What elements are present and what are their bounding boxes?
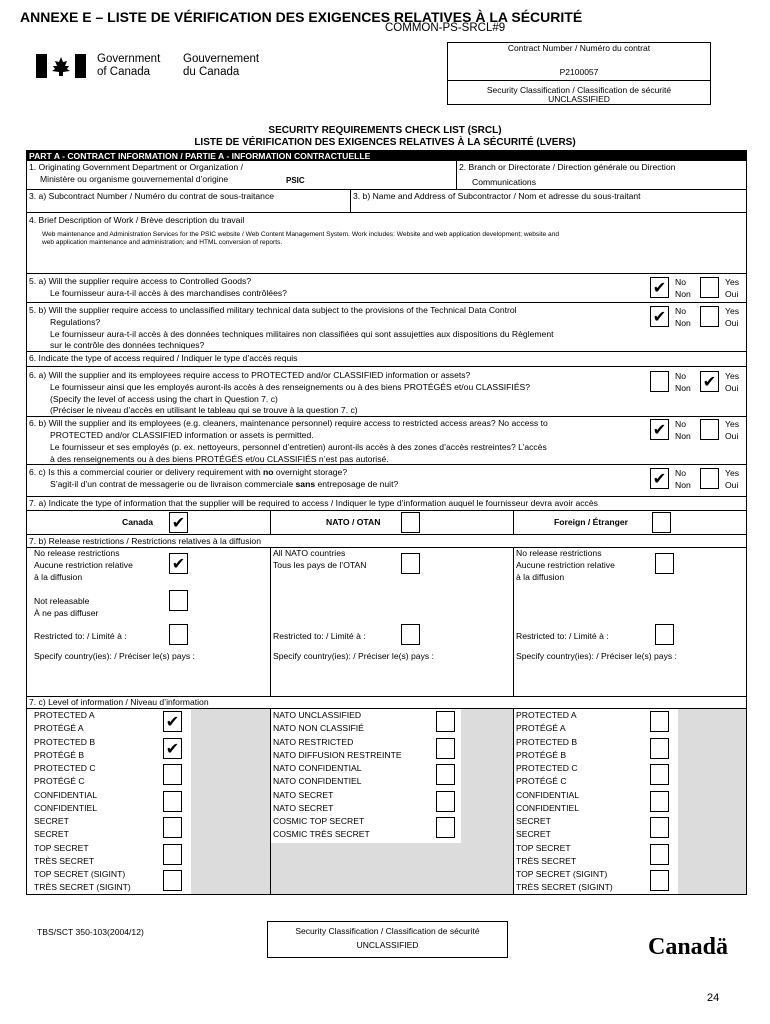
canada-level-label: PROTECTED A (34, 710, 95, 720)
foreign-specify-label: Specify country(ies): / Préciser le(s) pays : (516, 651, 677, 661)
q7b-label: 7. b) Release restrictions / Restrictions relatives à la diffusion (29, 536, 261, 546)
q5a-yes-checkbox[interactable] (700, 277, 719, 298)
foreign-protected-b-checkbox[interactable] (650, 738, 669, 759)
form-reference: TBS/SCT 350-103(2004/12) (37, 927, 144, 937)
footer-classification-box (267, 921, 508, 958)
q5b-label-fr-2: sur le contrôle des données techniques? (50, 340, 205, 350)
q7a-foreign-label: Foreign / Étranger (554, 517, 629, 527)
q6c-label-fr: S’agit-il d’un contrat de messagerie ou de livraison commerciale sans entreposage de nuit? (50, 479, 399, 489)
q6c-yes-label: Yes (725, 468, 740, 478)
foreign-level-label: CONFIDENTIEL (516, 803, 580, 813)
q5b-oui-label: Oui (725, 318, 739, 328)
foreign-level-label: TOP SECRET (SIGINT) (516, 869, 608, 879)
q3a-label: 3. a) Subcontract Number / Numéro du contrat de sous-traitance (29, 191, 275, 201)
foreign-level-label: PROTECTED A (516, 710, 577, 720)
contract-box (447, 42, 711, 105)
nato-level-label: NATO RESTRICTED (273, 737, 354, 747)
canada-level-label: PROTÉGÉ A (34, 723, 84, 733)
canada-not-releasable-checkbox[interactable] (169, 590, 188, 611)
q6b-yes-checkbox[interactable] (700, 419, 719, 440)
nato-specify-label: Specify country(ies): / Préciser le(s) pays : (273, 651, 434, 661)
q6c-label: 6. c) Is this a commercial courier or delivery requirement with no overnight storage? (29, 467, 348, 477)
gov-en-1: Government (97, 53, 161, 65)
q6b-yes-label: Yes (725, 419, 740, 429)
annex-title: ANNEXE E – LISTE DE VÉRIFICATION DES EXIGENCES RELATIVES À LA SÉCURITÉ (20, 9, 583, 25)
q5b-no-label: No (675, 306, 686, 316)
canada-level-label: PROTÉGÉ C (34, 776, 85, 786)
foreign-level-label: TRÈS SECRET (516, 856, 577, 866)
q5b-label-fr: Le fournisseur aura-t-il accès à des données techniques militaires non classifiées qui sont assujetties aux dispositions du Règlement (50, 329, 554, 339)
canada-level-label: PROTÉGÉ B (34, 750, 85, 760)
canada-not-releasable-label: Not releasable (34, 596, 90, 606)
q5a-non-label: Non (675, 289, 691, 299)
canada-confidential-checkbox[interactable] (163, 791, 182, 812)
q7a-nato-checkbox[interactable] (401, 512, 420, 533)
canada-level-label: CONFIDENTIEL (34, 803, 98, 813)
q6a-yes-checkbox[interactable]: ✔ (700, 371, 719, 392)
q5a-no-label: No (675, 277, 686, 287)
foreign-level-label: PROTÉGÉ B (516, 750, 567, 760)
q6c-yes-checkbox[interactable] (700, 468, 719, 489)
foreign-level-label: SECRET (516, 816, 551, 826)
nato-all-countries-label-fr: Tous les pays de l’OTAN (273, 560, 367, 570)
q6b-label: 6. b) Will the supplier and its employees (e.g. cleaners, maintenance personnel) require access to restricted access areas? No access to (29, 418, 548, 428)
q5a-yes-label: Yes (725, 277, 740, 287)
q5b-non-label: Non (675, 318, 691, 328)
foreign-restricted-label: Restricted to: / Limité à : (516, 631, 609, 641)
canada-wordmark: Canadä (648, 934, 729, 960)
canada-restricted-label: Restricted to: / Limité à : (34, 631, 127, 641)
foreign-restricted-checkbox[interactable] (655, 624, 674, 645)
q6b-label-2: PROTECTED and/or CLASSIFIED information or assets is permitted. (50, 430, 314, 440)
nato-unclassified-checkbox[interactable] (436, 711, 455, 732)
page-number: 24 (707, 992, 720, 1004)
cosmic-top-secret-checkbox[interactable] (436, 817, 455, 838)
canada-specify-label: Specify country(ies): / Préciser le(s) pays : (34, 651, 195, 661)
q6b-non-label: Non (675, 431, 691, 441)
foreign-top-secret-sigint-checkbox[interactable] (650, 870, 669, 891)
q7a-nato-label: NATO / OTAN (326, 517, 381, 527)
q7a-canada-label: Canada (122, 517, 154, 527)
q6-label: 6. Indicate the type of access required / Indiquer le type d’accès requis (29, 353, 298, 363)
canada-protected-a-checkbox[interactable]: ✔ (163, 711, 182, 732)
foreign-no-release-label-2: Aucune restriction relative (516, 560, 615, 570)
nato-level-label: COSMIC TRÈS SECRET (273, 829, 370, 839)
q5b-label-2: Regulations? (50, 317, 101, 327)
q5b-yes-checkbox[interactable] (700, 306, 719, 327)
nato-level-label: NATO CONFIDENTIEL (273, 776, 362, 786)
foreign-level-label: TRÈS SECRET (SIGINT) (516, 882, 613, 892)
q5b-no-checkbox[interactable]: ✔ (650, 306, 669, 327)
q6a-non-label: Non (675, 383, 691, 393)
foreign-protected-a-checkbox[interactable] (650, 711, 669, 732)
nato-grey-panel (461, 709, 513, 894)
q6b-no-label: No (675, 419, 686, 429)
q6a-label-3: (Specify the level of access using the chart in Question 7. c) (50, 394, 278, 404)
canada-protected-c-checkbox[interactable] (163, 764, 182, 785)
nato-grey-lower-panel (271, 843, 461, 894)
foreign-secret-checkbox[interactable] (650, 817, 669, 838)
document-reference: COMMON-PS-SRCL#9 (385, 22, 506, 34)
q7a-label: 7. a) Indicate the type of information that the supplier will be required to access / Indiquer le type d’information auquel le fournisseur devra avoir accès (29, 498, 598, 508)
nato-level-label: NATO UNCLASSIFIED (273, 710, 362, 720)
canada-protected-b-checkbox[interactable]: ✔ (163, 738, 182, 759)
nato-level-label: NATO NON CLASSIFIÉ (273, 723, 364, 733)
q5b-yes-label: Yes (725, 306, 740, 316)
foreign-no-release-label: No release restrictions (516, 548, 602, 558)
canada-level-label: SECRET (34, 816, 69, 826)
foreign-protected-c-checkbox[interactable] (650, 764, 669, 785)
contract-number-value: P2100057 (559, 67, 599, 77)
classification-label: Security Classification / Classification de sécurité (486, 85, 672, 95)
q7a-foreign-checkbox[interactable] (652, 512, 671, 533)
nato-level-label: NATO CONFIDENTIAL (273, 763, 362, 773)
q3b-label: 3. b) Name and Address of Subcontractor / Nom et adresse du sous-traitant (353, 191, 641, 201)
foreign-level-label: PROTECTED C (516, 763, 578, 773)
q7a-canada-checkbox[interactable]: ✔ (169, 512, 188, 533)
canada-flag-icon (36, 54, 86, 78)
q1-label-fr: Ministère ou organisme gouvernemental d’origine (40, 174, 229, 184)
q4-label: 4. Brief Description of Work / Brève description du travail (29, 215, 245, 225)
canada-level-label: SECRET (34, 829, 69, 839)
canada-top-secret-sigint-checkbox[interactable] (163, 870, 182, 891)
canada-no-release-label: No release restrictions (34, 548, 120, 558)
canada-level-label: PROTECTED B (34, 737, 96, 747)
foreign-grey-panel (678, 709, 746, 894)
q1-value: PSIC (286, 176, 305, 185)
classification-value: UNCLASSIFIED (548, 94, 610, 104)
nato-level-label: NATO SECRET (273, 803, 334, 813)
q6a-label: 6. a) Will the supplier and its employees require access to PROTECTED and/or CLASSIFIED information or assets? (29, 370, 471, 380)
q6a-label-fr: Le fournisseur ainsi que les employés auront-ils accès à des renseignements ou à des biens PROTÉGÉS et/ou CLASSIFIÉS? (50, 382, 531, 392)
q6b-no-checkbox[interactable]: ✔ (650, 419, 669, 440)
q6c-no-label: No (675, 468, 686, 478)
gov-fr-1: Gouvernement (183, 53, 260, 65)
nato-level-label: NATO DIFFUSION RESTREINTE (273, 750, 402, 760)
footer-classification-value: UNCLASSIFIED (356, 940, 419, 950)
foreign-level-label: PROTECTED B (516, 737, 578, 747)
q6b-oui-label: Oui (725, 431, 739, 441)
canada-level-label: TRÈS SECRET (34, 856, 95, 866)
foreign-no-release-label-3: à la diffusion (516, 572, 565, 582)
canada-level-label: CONFIDENTIAL (34, 790, 98, 800)
q5a-oui-label: Oui (725, 289, 739, 299)
q6a-no-checkbox[interactable] (650, 371, 669, 392)
title-en: SECURITY REQUIREMENTS CHECK LIST (SRCL) (268, 125, 502, 136)
footer-classification-label: Security Classification / Classification de sécurité (295, 926, 480, 936)
canada-no-release-label-2: Aucune restriction relative (34, 560, 133, 570)
q6a-oui-label: Oui (725, 383, 739, 393)
nato-restricted-label: Restricted to: / Limité à : (273, 631, 366, 641)
foreign-level-label: SECRET (516, 829, 551, 839)
gov-fr-2: du Canada (183, 66, 240, 78)
part-a-bar: PART A - CONTRACT INFORMATION / PARTIE A - INFORMATION CONTRACTUELLE (27, 151, 746, 161)
q5a-label: 5. a) Will the supplier require access to Controlled Goods? (29, 276, 252, 286)
foreign-level-label: PROTÉGÉ C (516, 776, 567, 786)
q2-value: Communications (472, 177, 536, 187)
foreign-level-label: CONFIDENTIAL (516, 790, 580, 800)
nato-restricted-checkbox[interactable] (401, 624, 420, 645)
foreign-top-secret-checkbox[interactable] (650, 844, 669, 865)
canada-level-label: TOP SECRET (34, 843, 89, 853)
q5a-label-fr: Le fournisseur aura-t-il accès à des marchandises contrôlées? (50, 288, 287, 298)
canada-no-release-checkbox[interactable]: ✔ (169, 553, 188, 574)
canada-level-label: TRÈS SECRET (SIGINT) (34, 882, 131, 892)
q6a-yes-label: Yes (725, 371, 740, 381)
title-fr: LISTE DE VÉRIFICATION DES EXIGENCES RELATIVES À LA SÉCURITÉ (LVERS) (194, 137, 576, 148)
q6c-non-label: Non (675, 480, 691, 490)
canada-top-secret-checkbox[interactable] (163, 844, 182, 865)
q6a-label-4: (Préciser le niveau d’accès en utilisant le tableau qui se trouve à la question 7. c) (50, 405, 358, 415)
q4-description-1: Web maintenance and Administration Services for the PSIC website / Web Content Management System. Work includes: Website and web application development; website and (42, 231, 560, 238)
canada-restricted-checkbox[interactable] (169, 624, 188, 645)
q6b-label-fr: Le fournisseur et ses employés (p. ex. nettoyeurs, personnel d’entretien) auront-ils accès à des zones d’accès restreintes? L’accès (50, 442, 547, 452)
foreign-confidential-checkbox[interactable] (650, 791, 669, 812)
gov-en-2: of Canada (97, 66, 151, 78)
q6a-no-label: No (675, 371, 686, 381)
nato-level-label: COSMIC TOP SECRET (273, 816, 365, 826)
nato-secret-checkbox[interactable] (436, 791, 455, 812)
contract-number-label: Contract Number / Numéro du contrat (507, 43, 651, 53)
nato-all-countries-checkbox[interactable] (401, 553, 420, 574)
q4-description-2: web application maintenance and administration; and HTML conversion of reports. (42, 239, 283, 246)
q1-label: 1. Originating Government Department or Organization / (29, 162, 243, 172)
q7c-label: 7. c) Level of information / Niveau d’information (29, 697, 209, 707)
q6c-oui-label: Oui (725, 480, 739, 490)
q2-label: 2. Branch or Directorate / Direction générale ou Direction (459, 162, 676, 172)
canada-secret-checkbox[interactable] (163, 817, 182, 838)
nato-confidential-checkbox[interactable] (436, 764, 455, 785)
q5a-no-checkbox[interactable]: ✔ (650, 277, 669, 298)
canada-grey-panel (191, 709, 270, 894)
canada-level-label: PROTECTED C (34, 763, 96, 773)
nato-all-countries-label: All NATO countries (273, 548, 346, 558)
canada-level-label: TOP SECRET (SIGINT) (34, 869, 126, 879)
foreign-level-label: PROTÉGÉ A (516, 723, 566, 733)
q6c-no-checkbox[interactable]: ✔ (650, 468, 669, 489)
nato-restricted-checkbox[interactable] (436, 738, 455, 759)
q6b-label-fr-2: à des renseignements ou à des biens PROTÉGÉS et/ou CLASSIFIÉS n’est pas autorisé. (50, 454, 389, 464)
nato-level-label: NATO SECRET (273, 790, 334, 800)
foreign-no-release-checkbox[interactable] (655, 553, 674, 574)
canada-not-releasable-label-fr: À ne pas diffuser (34, 608, 99, 618)
foreign-level-label: TOP SECRET (516, 843, 571, 853)
canada-no-release-label-3: à la diffusion (34, 572, 83, 582)
q5b-label: 5. b) Will the supplier require access to unclassified military technical data subject to the provisions of the Technical Data Control (29, 305, 517, 315)
